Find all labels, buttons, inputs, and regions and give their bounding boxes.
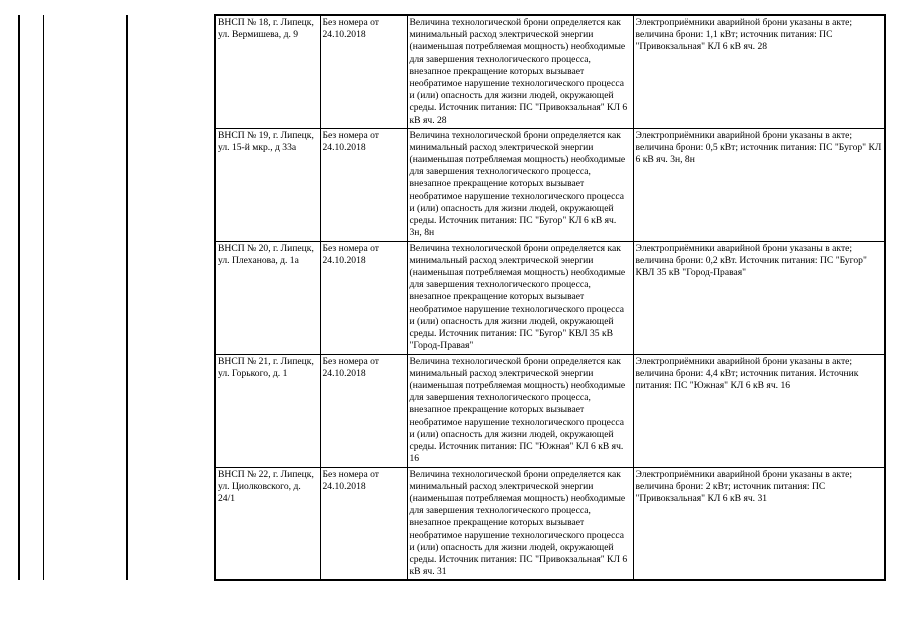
empty-cell: [43, 241, 127, 354]
document-text: Без номера от 24.10.2018: [322, 242, 379, 266]
number-cell: [19, 128, 43, 241]
table-row: [19, 15, 885, 128]
reserve-cell: [633, 354, 885, 467]
justification-text: Величина технологической брони определяется как минимальный расход электрической энергии (наименьшая потребляемая мощность) необходимые для завершения технологического процесса, внезапное прекращение которых вызывает необратимое нарушение технологического процесса и (или) опасность для жизни людей, окружающей среды. Источник питания: ПС "Южная" КЛ 6 кВ яч. 16: [409, 355, 626, 465]
number-cell: [19, 241, 43, 354]
table-body: [19, 15, 885, 580]
document-cell: [320, 128, 407, 241]
document-text: Без номера от 24.10.2018: [322, 355, 379, 379]
justification-cell: [407, 128, 633, 241]
justification-cell: [407, 467, 633, 580]
empty-cell: [43, 128, 127, 241]
document-text: Без номера от 24.10.2018: [322, 17, 379, 41]
object-cell: [215, 15, 320, 128]
object-cell: [215, 241, 320, 354]
table-row: [19, 128, 885, 241]
reserve-text: Электроприёмники аварийной брони указаны в акте; величина брони: 1,1 кВт; источник питания: ПС "Привокзальная" КЛ 6 кВ яч. 28: [635, 17, 853, 53]
object-cell: [215, 467, 320, 580]
object-cell: [215, 128, 320, 241]
reserve-cell: [633, 15, 885, 128]
reserve-cell: [633, 467, 885, 580]
justification-cell: [407, 354, 633, 467]
reserve-cell: [633, 128, 885, 241]
justification-text: Величина технологической брони определяется как минимальный расход электрической энергии (наименьшая потребляемая мощность) необходимые для завершения технологического процесса, внезапное прекращение которых вызывает необратимое нарушение технологического процесса и (или) опасность для жизни людей, окружающей среды. Источник питания: ПС "Бугор" КЛ 6 кВ яч. 3н, 8н: [409, 129, 626, 239]
empty-cell: [127, 354, 215, 467]
number-cell: [19, 467, 43, 580]
reserve-text: Электроприёмники аварийной брони указаны в акте; величина брони: 0,2 кВт. Источник питания: ПС "Бугор" КВЛ 35 кВ "Город-Правая": [635, 242, 867, 278]
object-text: ВНСП № 22, г. Липецк, ул. Циолковского, д. 24/1: [218, 468, 314, 504]
document-text: Без номера от 24.10.2018: [322, 468, 379, 492]
empty-cell: [127, 15, 215, 128]
object-text: ВНСП № 20, г. Липецк, ул. Плеханова, д. 1а: [218, 242, 314, 266]
empty-cell: [127, 128, 215, 241]
empty-cell: [43, 467, 127, 580]
justification-text: Величина технологической брони определяется как минимальный расход электрической энергии (наименьшая потребляемая мощность) необходимые для завершения технологического процесса, внезапное прекращение которых вызывает необратимое нарушение технологического процесса и (или) опасность для жизни людей, окружающей среды. Источник питания: ПС "Привокзальная" КЛ 6 кВ яч. 31: [409, 468, 628, 578]
document-text: Без номера от 24.10.2018: [322, 129, 379, 153]
table-row: [19, 241, 885, 354]
reserve-text: Электроприёмники аварийной брони указаны в акте; величина брони: 0,5 кВт; источник питания: ПС "Бугор" КЛ 6 кВ яч. 3н, 8н: [635, 129, 882, 165]
document-cell: [320, 467, 407, 580]
document-cell: [320, 241, 407, 354]
table-row: [19, 354, 885, 467]
number-cell: [19, 354, 43, 467]
justification-cell: [407, 241, 633, 354]
justification-text: Величина технологической брони определяется как минимальный расход электрической энергии (наименьшая потребляемая мощность) необходимые для завершения технологического процесса, внезапное прекращение которых вызывает необратимое нарушение технологического процесса и (или) опасность для жизни людей, окружающей среды. Источник питания: ПС "Бугор" КВЛ 35 кВ "Город-Правая": [409, 242, 626, 352]
justification-cell: [407, 15, 633, 128]
empty-cell: [127, 241, 215, 354]
document-cell: [320, 15, 407, 128]
empty-cell: [43, 354, 127, 467]
document-cell: [320, 354, 407, 467]
number-cell: [19, 15, 43, 128]
empty-cell: [43, 15, 127, 128]
empty-cell: [127, 467, 215, 580]
object-text: ВНСП № 21, г. Липецк, ул. Горького, д. 1: [218, 355, 314, 379]
justification-text: Величина технологической брони определяется как минимальный расход электрической энергии (наименьшая потребляемая мощность) необходимые для завершения технологического процесса, внезапное прекращение которых вызывает необратимое нарушение технологического процесса и (или) опасность для жизни людей, окружающей среды. Источник питания: ПС "Привокзальная" КЛ 6 кВ яч. 28: [409, 17, 628, 126]
reserve-text: Электроприёмники аварийной брони указаны в акте; величина брони: 4,4 кВт; источник питания. Источник питания: ПС "Южная" КЛ 6 кВ яч. 16: [635, 355, 859, 391]
object-text: ВНСП № 18, г. Липецк, ул. Вермишева, д. 9: [218, 17, 314, 41]
reserve-cell: [633, 241, 885, 354]
object-cell: [215, 354, 320, 467]
reserve-text: Электроприёмники аварийной брони указаны в акте; величина брони: 2 кВт; источник питания: ПС "Привокзальная" КЛ 6 кВ яч. 31: [635, 468, 853, 504]
table-row: [19, 467, 885, 580]
object-text: ВНСП № 19, г. Липецк, ул. 15-й мкр., д 33а: [218, 129, 314, 153]
document-table: [18, 14, 886, 581]
